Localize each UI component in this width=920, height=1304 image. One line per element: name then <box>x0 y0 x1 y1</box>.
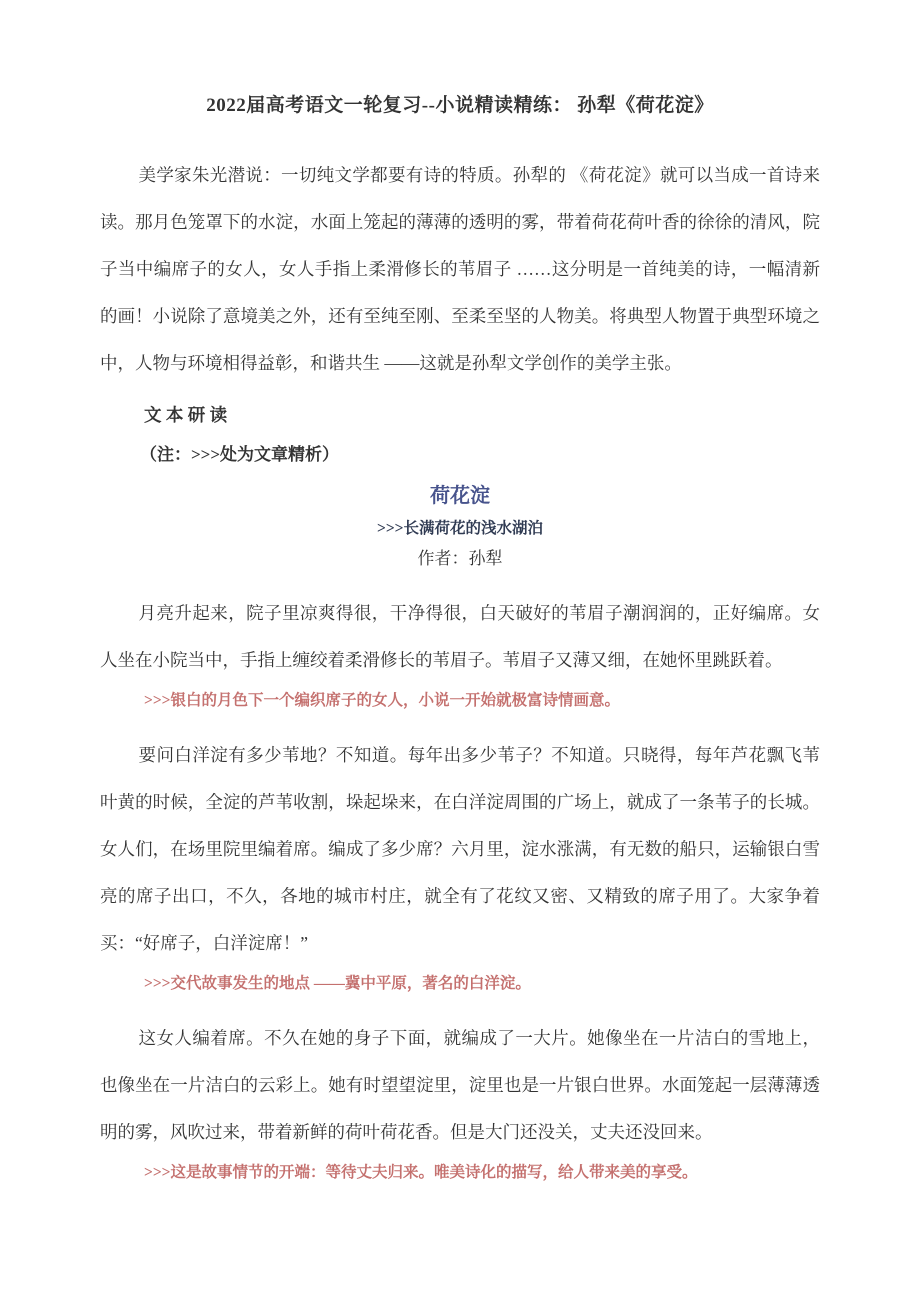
section-heading-text-study: 文 本 研 读 <box>144 405 228 425</box>
story-paragraph-3: 这女人编着席。不久在她的身子下面，就编成了一大片。她像坐在一片洁白的雪地上，也像坐在一片洁白的云彩上。她有时望望淀里，淀里也是一片银白世界。水面笼起一层薄薄透明的雾，风吹过来，带着新鲜的荷叶荷花香。但是大门还没关，丈夫还没回来。 <box>100 1028 820 1142</box>
document-title: 2022届高考语文一轮复习--小说精读精练： 孙犁《荷花淀》 <box>206 95 714 116</box>
intro-paragraph: 美学家朱光潜说：一切纯文学都要有诗的特质。孙犁的 《荷花淀》就可以当成一首诗来读。那月色笼罩下的水淀，水面上笼起的薄薄的透明的雾，带着荷花荷叶香的徐徐的清风，院子当中编席子的女人，女人手指上柔滑修长的苇眉子 ……这分明是一首纯美的诗，一幅清新的画！小说除了意境美之外，还有至纯至刚、至柔至坚的人物美。将典型人物置于典型环境之中，人物与环境相得益彰，和谐共生 ——这就是孙犁文学创作的美学主张。 <box>100 165 820 373</box>
story-paragraph-2: 要问白洋淀有多少苇地？不知道。每年出多少苇子？不知道。只晓得，每年芦花飘飞苇叶黄的时候，全淀的芦苇收割，垛起垛来，在白洋淀周围的广场上，就成了一条苇子的长城。女人们，在场里院里编着席。编成了多少席？六月里，淀水涨满，有无数的船只，运输银白雪亮的席子出口，不久，各地的城市村庄，就全有了花纹又密、又精致的席子用了。大家争着买：“好席子，白洋淀席！” <box>100 745 820 953</box>
annotation-2: >>>交代故事发生的地点 ——冀中平原，著名的白洋淀。 <box>144 975 531 992</box>
section-annotation-note: （注：>>>处为文章精析） <box>140 445 340 464</box>
annotation-1: >>>银白的月色下一个编织席子的女人，小说一开始就极富诗情画意。 <box>144 692 620 709</box>
story-author: 作者：孙犁 <box>417 549 503 568</box>
story-title: 荷花淀 <box>430 485 490 507</box>
story-paragraph-1: 月亮升起来，院子里凉爽得很，干净得很，白天破好的苇眉子潮润润的，正好编席。女人坐在小院当中，手指上缠绞着柔滑修长的苇眉子。苇眉子又薄又细，在她怀里跳跃着。 <box>100 603 820 670</box>
story-subtitle-annotation: >>>长满荷花的浅水湖泊 <box>377 520 543 537</box>
annotation-3: >>>这是故事情节的开端：等待丈夫归来。唯美诗化的描写，给人带来美的享受。 <box>144 1164 698 1181</box>
